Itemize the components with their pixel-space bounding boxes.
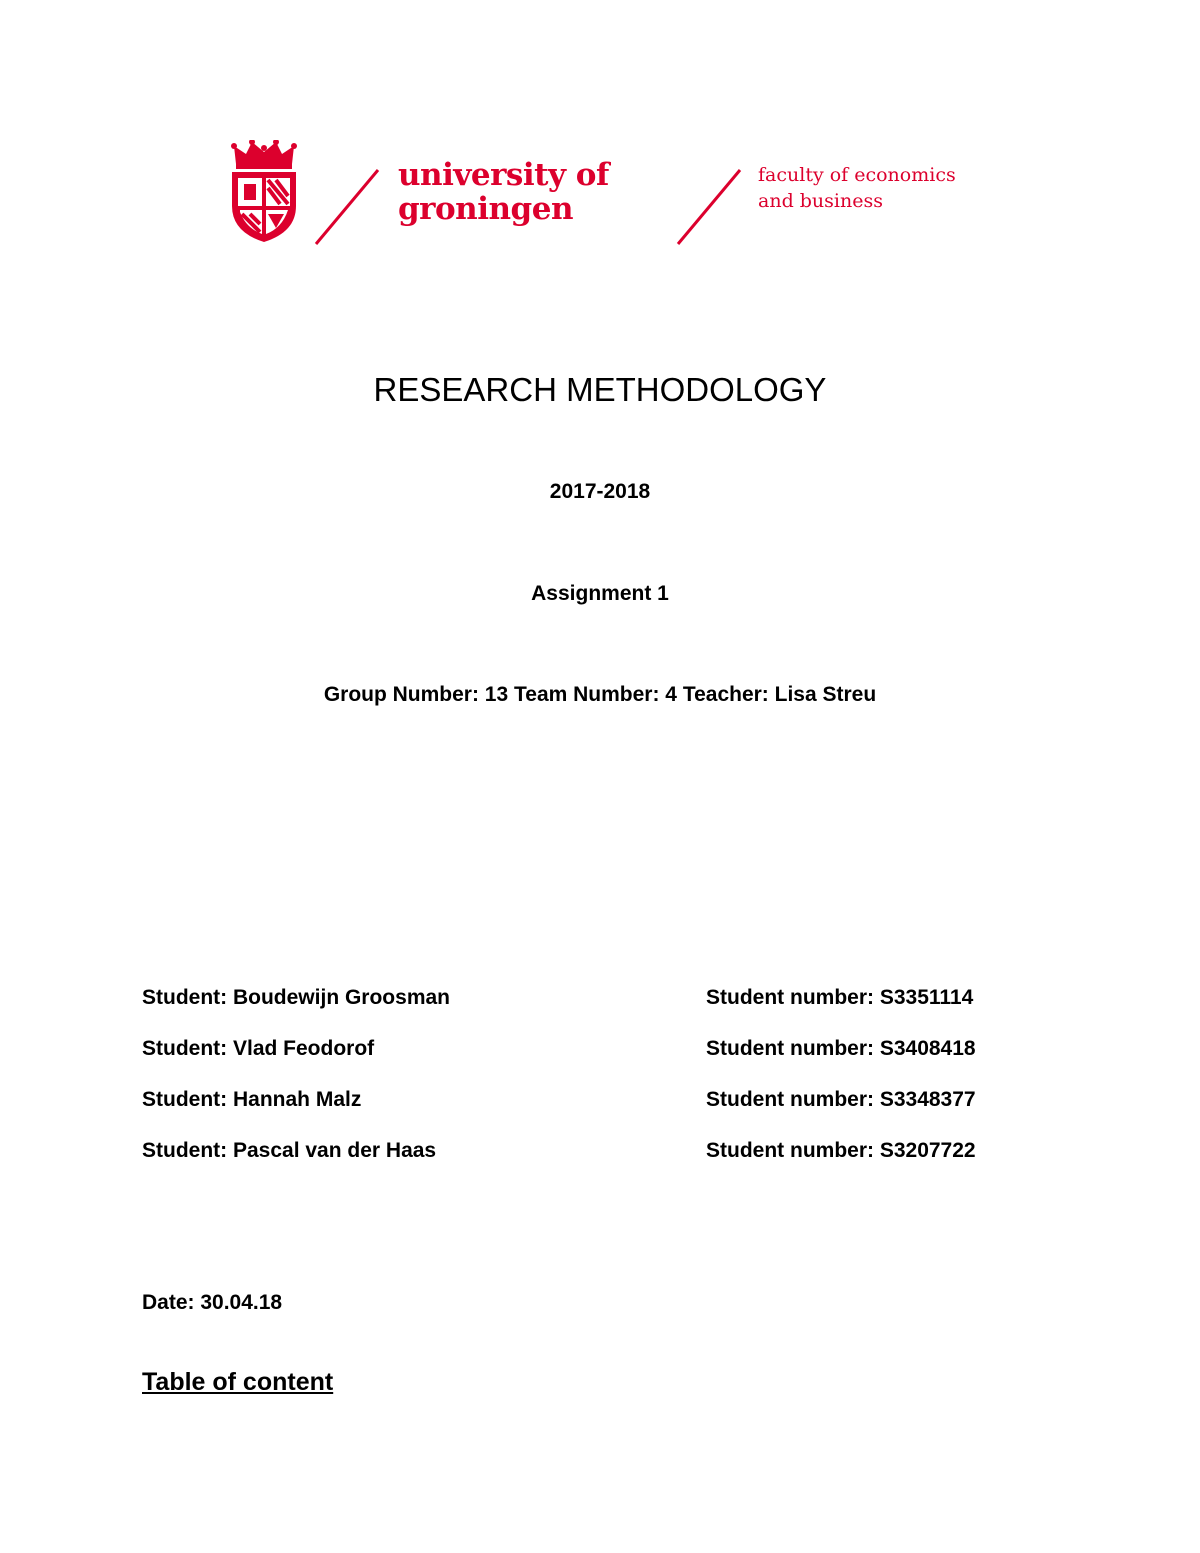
student-list	[142, 984, 1042, 1188]
university-wordmark-line-2: groningen	[398, 191, 573, 227]
student-name: Student: Hannah Malz	[142, 1088, 362, 1111]
student-name: Student: Vlad Feodorof	[142, 1037, 375, 1060]
student-number: Student number: S3351114	[706, 986, 974, 1009]
student-row	[142, 1035, 1042, 1086]
student-number: Student number: S3408418	[706, 1037, 976, 1060]
student-number: Student number: S3207722	[706, 1139, 976, 1162]
student-row	[142, 1086, 1042, 1137]
table-of-content-heading: Table of content	[142, 1368, 334, 1396]
document-title: RESEARCH METHODOLOGY	[373, 371, 827, 408]
faculty-wordmark-line-1: faculty of economics	[758, 164, 956, 186]
faculty-wordmark-line-2: and business	[758, 190, 883, 212]
group-info: Group Number: 13 Team Number: 4 Teacher: Lisa Streu	[323, 683, 877, 706]
student-number: Student number: S3348377	[706, 1088, 976, 1111]
logo-divider-slash	[672, 140, 752, 250]
student-row	[142, 1137, 1042, 1188]
student-row	[142, 984, 1042, 1035]
student-name: Student: Pascal van der Haas	[142, 1139, 437, 1162]
university-wordmark-line-1: university of	[398, 157, 609, 193]
student-name: Student: Boudewijn Groosman	[142, 986, 450, 1009]
university-logo	[228, 140, 988, 250]
assignment-label: Assignment 1	[531, 582, 669, 605]
academic-year: 2017-2018	[549, 480, 651, 503]
university-wordmark	[398, 158, 609, 226]
logo-divider-slash	[312, 140, 392, 250]
faculty-wordmark	[758, 162, 956, 214]
university-crest-icon	[228, 140, 300, 244]
document-date: Date: 30.04.18	[142, 1291, 283, 1314]
